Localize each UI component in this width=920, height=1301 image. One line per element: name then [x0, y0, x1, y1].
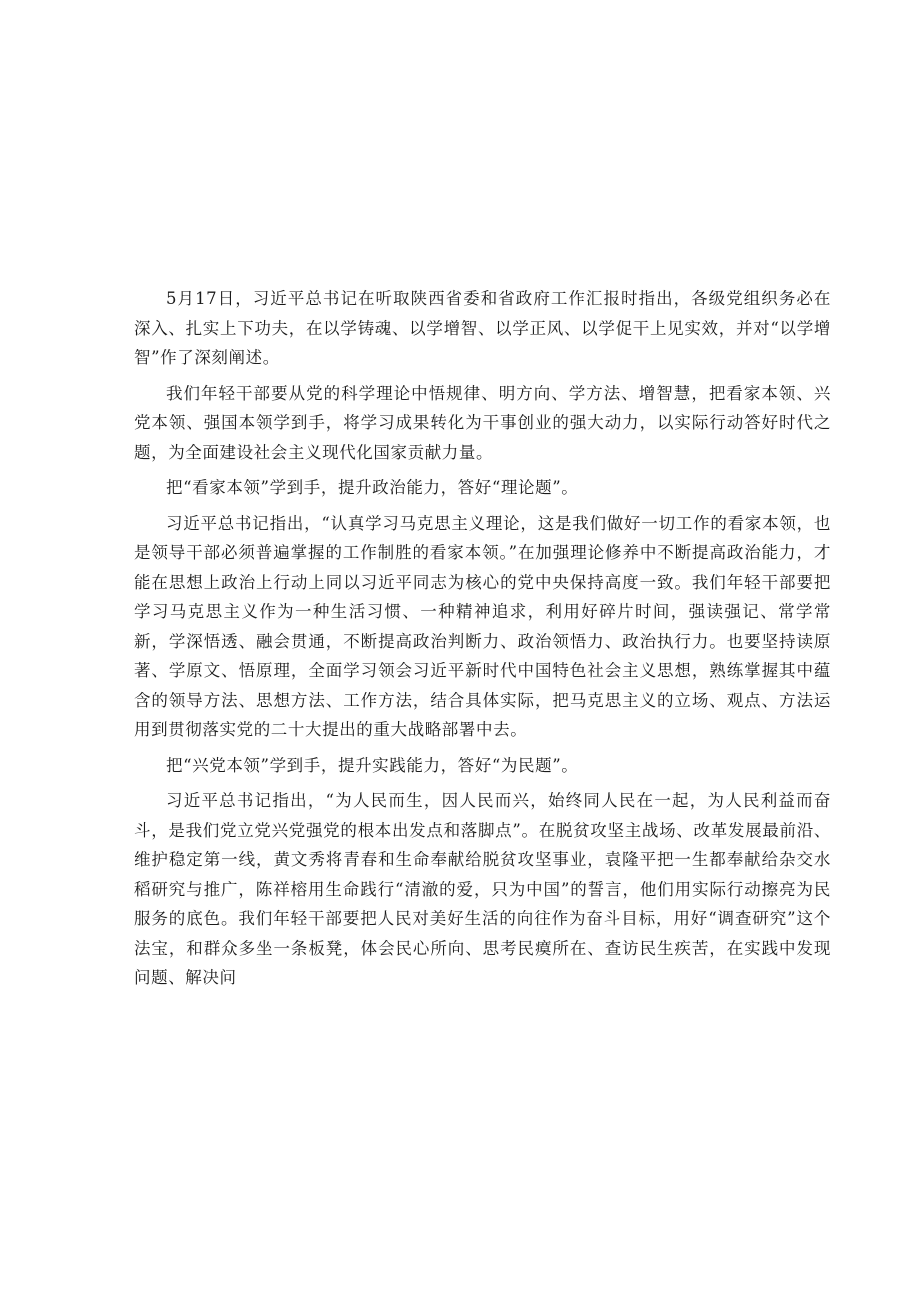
- document-body: [134, 284, 831, 999]
- paragraph-people: 习近平总书记指出，“为人民而生，因人民而兴，始终同人民在一起，为人民利益而奋斗，是我们党立党兴党强党的根本出发点和落脚点”。在脱贫攻坚主战场、改革发展最前沿、维护稳定第一线，黄文秀将青春和生命奉献给脱贫攻坚事业，袁隆平把一生都奉献给杂交水稻研究与推广，陈祥榕用生命践行“清澈的爱，只为中国”的誓言，他们用实际行动擦亮为民服务的底色。我们年轻干部要把人民对美好生活的向往作为奋斗目标，用好“调查研究”这个法宝，和群众多坐一条板凳，体会民心所向、思考民瘼所在、查访民生疾苦，在实践中发现问题、解决问: [134, 791, 831, 987]
- paragraph-young-cadres: 我们年轻干部要从党的科学理论中悟规律、明方向、学方法、增智慧，把看家本领、兴党本领、强国本领学到手，将学习成果转化为干事创业的强大动力，以实际行动答好时代之题，为全面建设社会主义现代化国家贡献力量。: [134, 383, 831, 462]
- paragraph-theory: 习近平总书记指出，“认真学习马克思主义理论，这是我们做好一切工作的看家本领，也是领导干部必须普遍掌握的工作制胜的看家本领。”在加强理论修养中不断提高政治能力，才能在思想上政治上行动上同以习近平同志为核心的党中央保持高度一致。我们年轻干部要把学习马克思主义作为一种生活习惯、一种精神追求，利用好碎片时间，强读强记、常学常新，学深悟透、融会贯通，不断提高政治判断力、政治领悟力、政治执行力。也要坚持读原著、学原文、悟原理，全面学习领会习近平新时代中国特色社会主义思想，熟练掌握其中蕴含的领导方法、思想方法、工作方法，结合具体实际，把马克思主义的立场、观点、方法运用到贯彻落实党的二十大提出的重大战略部署中去。: [134, 513, 831, 739]
- paragraph-intro: 5月17日，习近平总书记在听取陕西省委和省政府工作汇报时指出，各级党组织务必在深入、扎实上下功夫，在以学铸魂、以学增智、以学正风、以学促干上见实效，并对“以学增智”作了深刻阐述。: [134, 289, 831, 367]
- section-heading-people: 把“兴党本领”学到手，提升实践能力，答好“为民题”。: [166, 755, 579, 775]
- section-heading-theory: 把“看家本领”学到手，提升政治能力，答好“理论题”。: [166, 478, 579, 497]
